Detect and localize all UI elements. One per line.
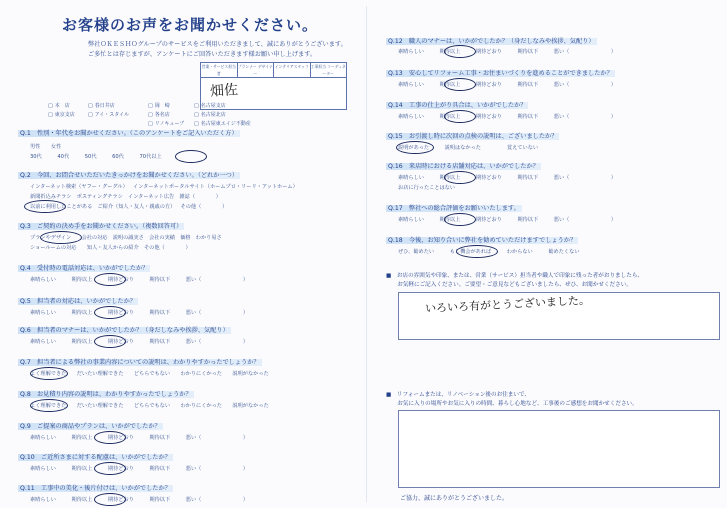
option[interactable]: 説明の誠実さ bbox=[112, 235, 144, 241]
question-q18 bbox=[386, 235, 578, 244]
option[interactable]: どちらでもない bbox=[133, 371, 171, 377]
option[interactable]: インターネットポータルサイト（ホームプロ・リーリ・アットホーム） bbox=[133, 184, 298, 190]
free-comment-prompt bbox=[386, 272, 643, 290]
q1-gender bbox=[30, 143, 61, 150]
staff-box-header bbox=[201, 63, 346, 78]
option[interactable]: 期待以上 bbox=[439, 49, 461, 55]
q10-options bbox=[30, 465, 248, 472]
q16-extra bbox=[398, 184, 455, 191]
option[interactable]: 女性 bbox=[50, 144, 62, 150]
option[interactable]: 男性 bbox=[30, 144, 41, 150]
option[interactable]: 期待以上 bbox=[439, 217, 461, 223]
q12-options bbox=[398, 48, 616, 55]
question-label: Q.15 お引渡し時に次回の点検の説明は、ございましたか？ bbox=[388, 133, 558, 140]
option[interactable]: 素晴らしい bbox=[30, 466, 56, 472]
option[interactable]: 期待どおり bbox=[475, 175, 502, 181]
question-q2 bbox=[18, 170, 240, 179]
q2-row2 bbox=[30, 193, 221, 200]
option[interactable]: 悪い（ ） bbox=[553, 114, 617, 120]
option[interactable]: 新聞折込みチラシ bbox=[30, 194, 72, 200]
option[interactable]: 期待以上 bbox=[439, 175, 461, 181]
option[interactable]: その他（ ） bbox=[143, 245, 191, 251]
intro-line-2: ご多忙とは存じますが、アンケートにご回答いただきます様お願い申し上げます。 bbox=[88, 51, 317, 58]
option[interactable]: 悪い（ ） bbox=[553, 82, 617, 88]
question-label: Q.1 性別・年代をお聞かせください。（このアンケートをご記入いただく方） bbox=[20, 130, 238, 137]
option[interactable]: 会社の対応 bbox=[81, 235, 108, 241]
option[interactable]: 期待以下 bbox=[517, 114, 539, 120]
question-label: Q.3 ご契約の決め手をお聞かせください。（複数回答可） bbox=[20, 223, 183, 230]
option[interactable]: 説明がなかった bbox=[232, 403, 269, 409]
q1-ages bbox=[30, 153, 162, 160]
question-label: Q.12 職人のマナーは、いかがでしたか？（身だしなみや挨拶、気配り） bbox=[388, 38, 595, 45]
q13-options bbox=[398, 81, 616, 88]
store-checkbox[interactable]: □ 東京支店 bbox=[48, 111, 75, 118]
question-label: Q.2 今回、お問合せいただいたきっかけをお聞かせください。（どれか一つ） bbox=[20, 172, 239, 179]
question-label: Q.4 受付時の電話対応は、いかがでしたか？ bbox=[20, 265, 149, 272]
option[interactable]: 悪い（ ） bbox=[185, 435, 249, 441]
option[interactable]: 期待どおり bbox=[475, 49, 502, 55]
question-label: Q.6 担当者のマナーは、いかがでしたか？（身だしなみや挨拶、気配り） bbox=[20, 327, 229, 334]
survey-title: お客様のお声をお聞かせください。 bbox=[62, 16, 319, 34]
option[interactable]: 素晴らしい bbox=[398, 175, 424, 181]
option[interactable]: 期待以下 bbox=[149, 435, 171, 441]
option[interactable]: 期待以下 bbox=[517, 217, 539, 223]
option[interactable]: 期待以下 bbox=[149, 497, 171, 503]
store-checkbox[interactable]: □ アイ・スタイル bbox=[88, 111, 129, 118]
option[interactable]: よく理解できた bbox=[30, 403, 67, 409]
staff-header-interior: インテリアスタッフ bbox=[274, 63, 311, 77]
option[interactable]: 期待どおり bbox=[107, 339, 134, 345]
question-q10 bbox=[18, 452, 173, 461]
q3-row1 bbox=[30, 234, 222, 241]
q2-row1 bbox=[30, 183, 298, 190]
question-label: Q.18 今後、お知り合いに弊社を勧めていただけますでしょうか？ bbox=[388, 237, 577, 244]
question-q3 bbox=[18, 221, 184, 230]
option[interactable]: 悪い（ ） bbox=[553, 217, 617, 223]
reform-comment-box[interactable] bbox=[398, 410, 720, 488]
column-divider bbox=[366, 6, 367, 502]
q16-options bbox=[398, 174, 616, 181]
option[interactable]: 期待どおり bbox=[107, 466, 134, 472]
q3-row2 bbox=[30, 244, 191, 251]
option[interactable]: 以前に利用したことがある bbox=[30, 204, 93, 210]
option[interactable]: 期待以下 bbox=[149, 310, 171, 316]
option[interactable]: ショールームの対応 bbox=[30, 245, 77, 251]
option[interactable]: インターネット検索（ヤフー・グーグル） bbox=[30, 184, 128, 190]
option[interactable]: 素晴らしい bbox=[30, 310, 56, 316]
question-q12 bbox=[386, 36, 597, 45]
question-label: Q.13 安心してリフォーム工事・お住まいづくりを進めることができましたか？ bbox=[388, 70, 613, 77]
store-checkbox[interactable]: □ 本 店 bbox=[48, 102, 70, 109]
question-label: Q.11 工事中の美化・後片付けは、いかがでしたか？ bbox=[20, 485, 171, 492]
option[interactable]: 期待どおり bbox=[107, 497, 134, 503]
option[interactable]: 50代 bbox=[84, 154, 97, 160]
question-q4 bbox=[18, 263, 150, 272]
option[interactable]: ポスティングチラシ bbox=[76, 194, 123, 200]
q4-options bbox=[30, 276, 248, 283]
option[interactable]: 期待以下 bbox=[517, 175, 539, 181]
option[interactable]: よく理解できた bbox=[30, 371, 67, 377]
option[interactable]: 素晴らしい bbox=[398, 114, 424, 120]
option[interactable]: 期待どおり bbox=[107, 435, 134, 441]
q15-options bbox=[398, 144, 538, 151]
option[interactable]: 40代 bbox=[57, 154, 70, 160]
option[interactable]: 悪い（ ） bbox=[185, 466, 249, 472]
option[interactable]: 覚えていない bbox=[506, 145, 539, 151]
option[interactable]: ぜひ、勧めたい bbox=[398, 249, 435, 255]
question-q13 bbox=[386, 68, 615, 77]
intro-text bbox=[88, 40, 347, 60]
option[interactable]: 素晴らしい bbox=[30, 339, 56, 345]
option[interactable]: その他（ ） bbox=[180, 204, 228, 210]
answer-mark bbox=[175, 150, 207, 163]
option[interactable]: 期待どおり bbox=[475, 217, 502, 223]
store-checkbox[interactable]: □ リノキューブ bbox=[148, 120, 184, 127]
option[interactable]: 知人・友人からの紹介 bbox=[86, 245, 139, 251]
staff-header-sales: 営業・サービス担当者 bbox=[201, 64, 236, 76]
question-q11 bbox=[18, 483, 173, 492]
option[interactable]: 期待以上 bbox=[71, 497, 93, 503]
q5-options bbox=[30, 309, 248, 316]
option[interactable]: 説明はなかった bbox=[444, 145, 481, 151]
option[interactable]: 雑誌（ ） bbox=[179, 194, 221, 200]
option[interactable]: 素晴らしい bbox=[398, 217, 424, 223]
option[interactable]: 期待以上 bbox=[71, 466, 93, 472]
question-q9 bbox=[18, 421, 163, 430]
q8-options bbox=[30, 402, 269, 409]
option[interactable]: 期待以上 bbox=[439, 114, 461, 120]
prompt-line: ■ リフォームまたは、リノベーション後のお住まいで、 bbox=[386, 392, 531, 398]
option[interactable]: 期待どおり bbox=[107, 277, 134, 283]
prompt-line: お気に入りの場所やお気に入りの時間、暮らし心地など、工事後のご感想をお聞かせください。 bbox=[386, 401, 638, 407]
option[interactable]: だいたい理解できた bbox=[76, 371, 124, 377]
option[interactable]: わかり易さ bbox=[195, 235, 222, 241]
option[interactable]: 期待以下 bbox=[149, 466, 171, 472]
option[interactable]: 期待以上 bbox=[71, 310, 93, 316]
option[interactable]: お店に行ったことはない bbox=[398, 185, 456, 191]
question-label: Q.10 ご近所さまに対する配慮は、いかがでしたか？ bbox=[20, 454, 171, 461]
question-q5 bbox=[18, 296, 138, 305]
store-checkbox[interactable]: □ 名古屋東エイジ不動産 bbox=[194, 120, 251, 127]
reform-comment-prompt bbox=[386, 391, 638, 409]
question-label: Q.5 担当者の対応は、いかがでしたか？ bbox=[20, 298, 136, 305]
staff-header-planner: プランナー デザイナー bbox=[237, 64, 273, 76]
option[interactable]: 60代 bbox=[112, 154, 124, 160]
option[interactable]: わかりにくかった bbox=[180, 371, 222, 377]
option[interactable]: 期待以下 bbox=[149, 339, 171, 345]
option[interactable]: わからない bbox=[506, 249, 533, 255]
option[interactable]: 悪い（ ） bbox=[185, 497, 249, 503]
option[interactable]: 期待以下 bbox=[517, 82, 539, 88]
free-comment-answer: いろいろ有がとうございました。 bbox=[424, 293, 591, 316]
store-checkbox[interactable]: □ 各名店 bbox=[148, 111, 170, 118]
q9-options bbox=[30, 434, 248, 441]
option[interactable]: 素晴らしい bbox=[398, 49, 424, 55]
option[interactable]: 素晴らしい bbox=[398, 82, 424, 88]
store-checkbox[interactable]: □ 名古屋支店 bbox=[194, 102, 226, 109]
question-q16 bbox=[386, 161, 541, 170]
option[interactable]: 素晴らしい bbox=[30, 497, 56, 503]
option[interactable]: どちらでもない bbox=[133, 403, 171, 409]
question-q1 bbox=[18, 128, 240, 137]
footer-thanks: ご協力、誠にありがとうございました。 bbox=[400, 495, 509, 502]
intro-line-1: 弊社ＯＫＥＳＨＯグループのサービスをご利用いただきまして、誠にありがとうございます。 bbox=[88, 41, 347, 48]
option[interactable]: 素晴らしい bbox=[30, 277, 56, 283]
option[interactable]: 70代以上 bbox=[139, 154, 162, 160]
q2-row3 bbox=[30, 203, 227, 210]
option[interactable]: 説明がなかった bbox=[232, 371, 269, 377]
store-checkbox[interactable]: □ 岡 崎 bbox=[148, 102, 170, 109]
question-q14 bbox=[386, 100, 528, 109]
option[interactable]: 期待以上 bbox=[71, 339, 93, 345]
option[interactable]: プランやデザイン bbox=[30, 235, 72, 241]
question-label: Q.9 ご提案の商品やプランは、いかがでしたか？ bbox=[20, 423, 161, 430]
question-label: Q.8 お見積り内容の説明は、わかりやすかったでしょうか？ bbox=[20, 391, 192, 398]
free-comment-box[interactable] bbox=[398, 292, 720, 340]
prompt-line: お気軽にご記入ください。ご要望・ご意見などもございましたら、ぜひ、お聞かせください。 bbox=[386, 282, 632, 288]
staff-header-construction: 工事担当 コーディネーター bbox=[310, 64, 346, 76]
option[interactable]: 期待どおり bbox=[107, 310, 134, 316]
option[interactable]: 悪い（ ） bbox=[185, 339, 249, 345]
question-q17 bbox=[386, 203, 522, 212]
option[interactable]: 悪い（ ） bbox=[185, 310, 249, 316]
store-checkbox[interactable]: □ 春日井店 bbox=[88, 102, 115, 109]
question-label: Q.17 弊社への総合評価をお願いいたします。 bbox=[388, 205, 520, 212]
option[interactable]: 期待以上 bbox=[71, 435, 93, 441]
q6-options bbox=[30, 338, 248, 345]
q17-options bbox=[398, 216, 616, 223]
option[interactable]: もし機会があれば bbox=[449, 249, 492, 255]
option[interactable]: 勧めたくない bbox=[548, 249, 580, 255]
q14-options bbox=[398, 113, 616, 120]
option[interactable]: 悪い（ ） bbox=[553, 175, 617, 181]
q18-options bbox=[398, 248, 579, 255]
option[interactable]: 価格 bbox=[180, 235, 191, 241]
option[interactable]: 素晴らしい bbox=[30, 435, 56, 441]
option[interactable]: 期待どおり bbox=[475, 114, 502, 120]
question-label: Q.7 担当者による弊社の事業内容についての説明は、わかりやすかったでしょうか？ bbox=[20, 359, 260, 366]
option[interactable]: 悪い（ ） bbox=[185, 277, 249, 283]
option[interactable]: 期待以上 bbox=[71, 277, 93, 283]
option[interactable]: 期待以下 bbox=[149, 277, 171, 283]
option[interactable]: 悪い（ ） bbox=[553, 49, 617, 55]
question-q6 bbox=[18, 325, 231, 334]
option[interactable]: だいたい理解できた bbox=[76, 403, 124, 409]
option[interactable]: 期待以下 bbox=[517, 49, 539, 55]
store-checkbox[interactable]: □ 名古屋北店 bbox=[194, 111, 226, 118]
q7-options bbox=[30, 370, 269, 377]
q11-options bbox=[30, 496, 248, 503]
option[interactable]: インターネット広告 bbox=[128, 194, 175, 200]
question-q7 bbox=[18, 357, 262, 366]
question-label: Q.16 来店時における店舗対応は、いかがでしたか？ bbox=[388, 163, 539, 170]
prompt-line: ■ お店の雰囲気や印象、または、営業（サービス）担当者や職人で印象に残った者がおりましたら、 bbox=[386, 273, 644, 279]
option[interactable]: 30代 bbox=[30, 154, 42, 160]
question-label: Q.14 工事の仕上がり具合は、いかがでしたか？ bbox=[388, 102, 527, 109]
question-q15 bbox=[386, 131, 559, 140]
option[interactable]: 会社の実績 bbox=[149, 235, 175, 241]
staff-handwritten-name: 畑佐 bbox=[209, 82, 239, 100]
option[interactable]: わかりにくかった bbox=[180, 403, 222, 409]
option[interactable]: 期待どおり bbox=[475, 82, 502, 88]
question-q8 bbox=[18, 389, 194, 398]
option[interactable]: 説明があった bbox=[398, 145, 430, 151]
option[interactable]: ご紹介（知人・友人・親戚の方） bbox=[97, 204, 176, 210]
option[interactable]: 期待以上 bbox=[439, 82, 461, 88]
